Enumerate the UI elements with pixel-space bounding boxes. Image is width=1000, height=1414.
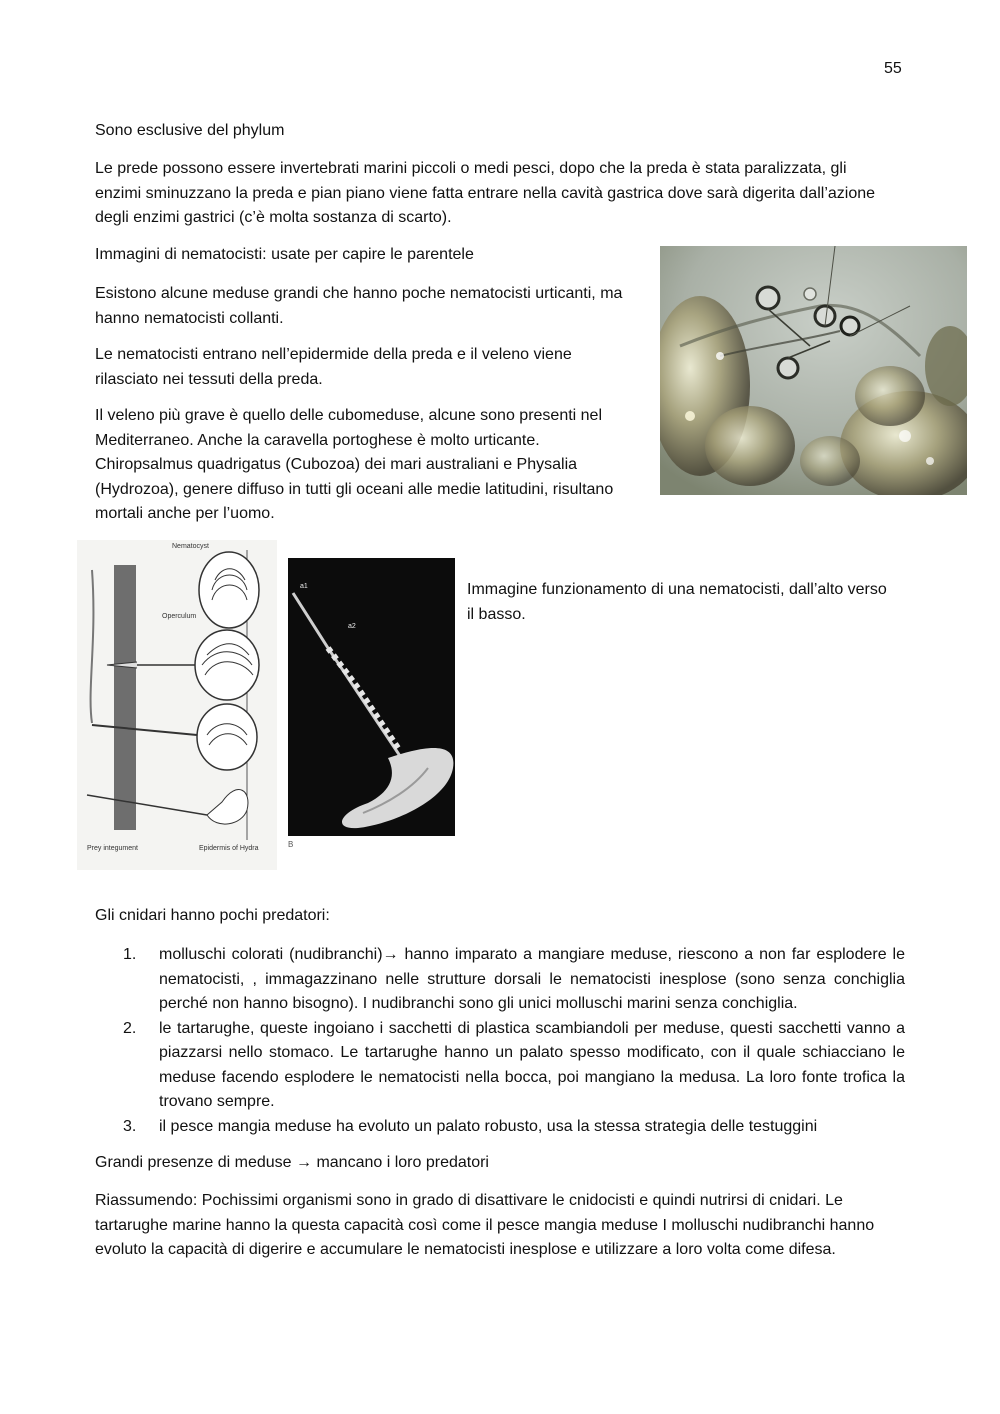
venom-paragraph: Le nematocisti entrano nell’epidermide della preda e il veleno viene rilasciato nei tessuti della preda. xyxy=(95,346,572,388)
large-jellyfish-paragraph: Esistono alcune meduse grandi che hanno poche nematocisti urticanti, ma hanno nematocisti collanti. xyxy=(95,285,623,327)
list-item: 1. molluschi colorati (nudibranchi)→ hanno imparato a mangiare meduse, riescono a non far esplodere le nematocisti, , immagazzinano nelle strutture dorsali le nematocisti inesplose (sono senza conchiglia perché non hanno bisogno). I nudibranchi sono gli unici molluschi marini senza conchiglia. xyxy=(123,946,905,1012)
label-panel-b: B xyxy=(288,840,294,849)
predators-intro: Gli cnidari hanno pochi predatori: xyxy=(95,907,330,924)
large-presence-line: Grandi presenze di meduse → mancano i loro predatori xyxy=(95,1154,489,1171)
nematocyst-images-line: Immagini di nematocisti: usate per capire le parentele xyxy=(95,246,474,263)
intro-line: Sono esclusive del phylum xyxy=(95,122,285,139)
nematocyst-diagram xyxy=(77,540,277,870)
label-epidermis: Epidermis of Hydra xyxy=(199,845,259,852)
figure-caption: Immagine funzionamento di una nematocisti, dall’alto verso il basso. xyxy=(467,581,887,623)
svg-text:a2: a2 xyxy=(348,623,356,630)
list-item: 3. il pesce mangia meduse ha evoluto un palato robusto, usa la stessa strategia delle testuggini xyxy=(123,1117,818,1135)
cubomedusae-paragraph: Il veleno più grave è quello delle cubomeduse, alcune sono presenti nel Mediterraneo. Anche la caravella portoghese è molto urticante. Chiropsalmus quadrigatus (Cubozoa) dei mari australiani e Physalia (Hydrozoa), genere diffuso in tutti gli oceani alle medie latitudini, risultano mortali anche per l’uomo. xyxy=(95,407,614,522)
label-prey-integument: Prey integument xyxy=(87,845,138,852)
predators-list xyxy=(123,943,905,1139)
list-item: 2. le tartarughe, queste ingoiano i sacchetti di plastica scambiandoli per meduse, questi sacchetti vanno a piazzarsi nello stomaco. Le tartarughe hanno un palato spesso modificato, con il quale schiacciano le meduse facendo esplodere le nematocisti nella bocca, poi mangiano la medusa. La loro fonte trofica la trovano sempre. xyxy=(123,1019,905,1110)
label-operculum: Operculum xyxy=(162,613,197,620)
prey-paragraph: Le prede possono essere invertebrati marini piccoli o medi pesci, dopo che la preda è stata paralizzata, gli enzimi sminuzzano la preda e pian piano viene fatta entrare nella cavità gastrica dove sarà digerita dall’azione degli enzimi gastrici (c’è molta sostanza di scarto). xyxy=(95,160,876,226)
svg-text:a1: a1 xyxy=(300,583,308,590)
nematocyst-electron-micrograph xyxy=(288,558,455,849)
nematocyst-micrograph xyxy=(660,246,967,495)
page-number: 55 xyxy=(884,60,902,77)
label-nematocyst: Nematocyst xyxy=(172,543,209,550)
summary-paragraph: Riassumendo: Pochissimi organismi sono in grado di disattivare le cnidocisti e quindi nutrirsi di cnidari. Le tartarughe marine hanno la questa capacità così come il pesce mangia meduse I molluschi nudibranchi hanno evoluto la capacità di digerire e accumulare le nematocisti inesplose e utilizzare a loro volta come difesa. xyxy=(95,1192,875,1258)
